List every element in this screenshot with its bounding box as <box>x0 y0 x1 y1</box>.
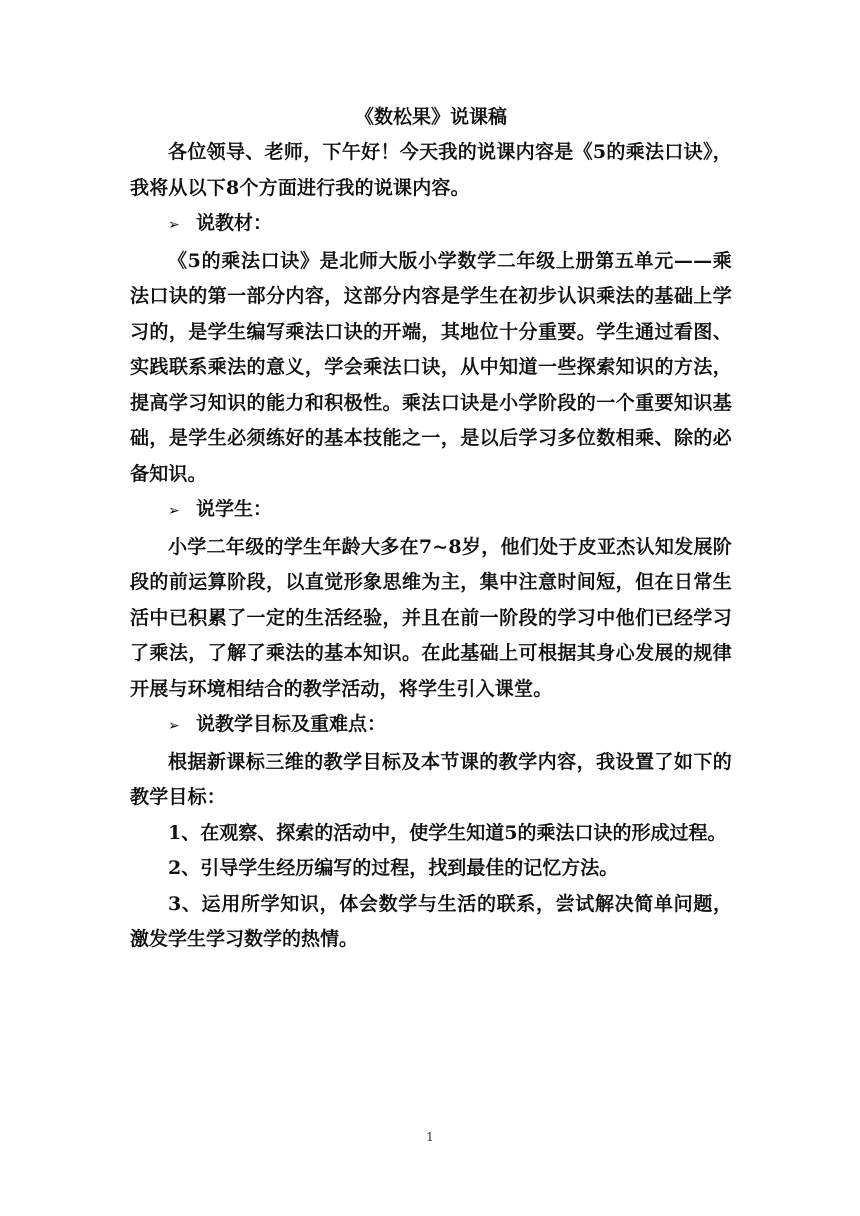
arrow-bullet-icon: ➢ <box>168 503 180 519</box>
document-body <box>130 100 732 958</box>
objective-item-1: 1、在观察、探索的活动中，使学生知道5的乘法口诀的形成过程。 <box>168 821 727 844</box>
objective-item-3: 3、运用所学知识，体会数学与生活的联系，尝试解决简单问题，激发学生学习数学的热情。 <box>130 892 732 950</box>
section-heading-label: 说教学目标及重难点： <box>196 713 387 735</box>
intro-paragraph: 各位领导、老师，下午好！今天我的说课内容是《5的乘法口诀》，我将从以下8个方面进行我的说课内容。 <box>130 141 732 199</box>
section-heading-textbook <box>130 206 732 244</box>
textbook-paragraph: 《5的乘法口诀》是北师大版小学数学二年级上册第五单元——乘法口诀的第一部分内容，这部分内容是学生在初步认识乘法的基础上学习的，是学生编写乘法口诀的开端，其地位十分重要。学生通过看图、实践联系乘法的意义，学会乘法口诀，从中知道一些探索知识的方法，提高学习知识的能力和积极性。乘法口诀是小学阶段的一个重要知识基础，是学生必须练好的基本技能之一，是以后学习多位数相乘、除的必备知识。 <box>130 249 732 485</box>
arrow-bullet-icon: ➢ <box>168 718 180 734</box>
objectives-paragraph: 根据新课标三维的教学目标及本节课的教学内容，我设置了如下的教学目标： <box>130 750 732 808</box>
section-heading-objectives <box>130 707 732 745</box>
section-heading-label: 说教材： <box>196 212 273 234</box>
section-heading-label: 说学生： <box>196 498 273 520</box>
section-heading-students <box>130 492 732 530</box>
document-title: 《数松果》说课稿 <box>354 106 507 128</box>
objective-item-2: 2、引导学生经历编写的过程，找到最佳的记忆方法。 <box>168 857 619 879</box>
page-number: 1 <box>426 1130 434 1144</box>
students-paragraph: 小学二年级的学生年龄大多在7~8岁，他们处于皮亚杰认知发展阶段的前运算阶段，以直觉形象思维为主，集中注意时间短，但在日常生活中已积累了一定的生活经验，并且在前一阶段的学习中他们已经学习了乘法，了解了乘法的基本知识。在此基础上可根据其身心发展的规律开展与环境相结合的教学活动，将学生引入课堂。 <box>130 535 732 700</box>
arrow-bullet-icon: ➢ <box>168 217 180 233</box>
